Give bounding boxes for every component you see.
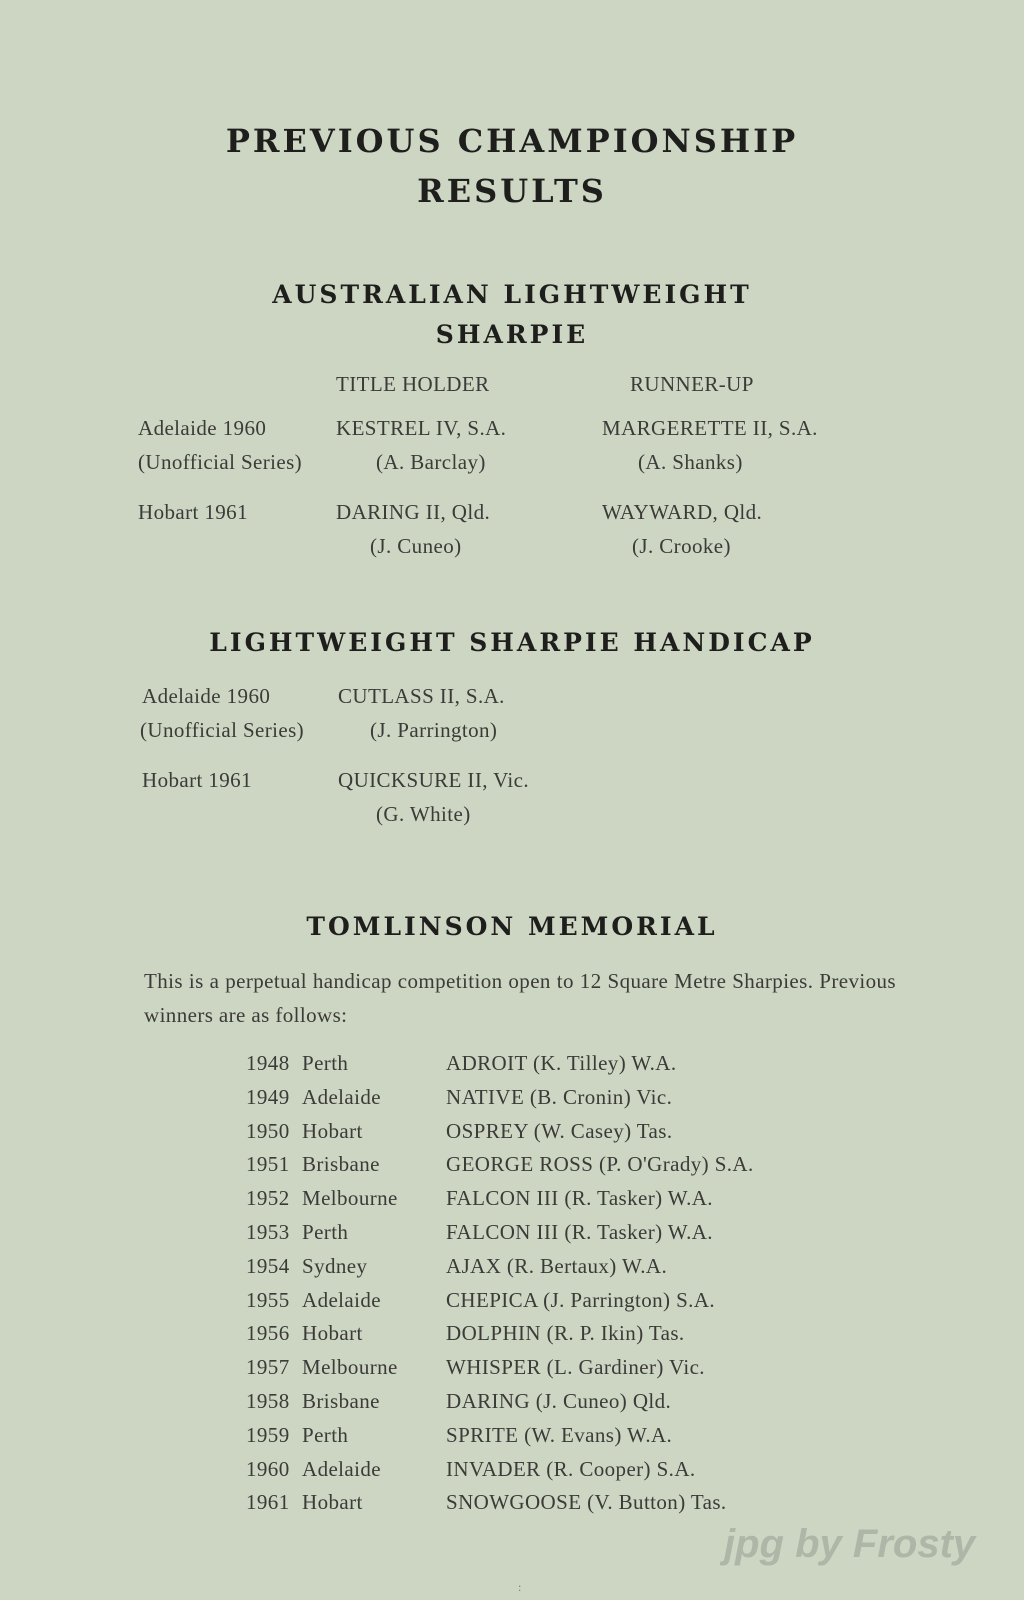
list-item: [246, 1316, 866, 1350]
section1-title-line2: SHARPIE: [435, 320, 589, 349]
list-item: [246, 1080, 866, 1114]
winner-name: FALCON III (R. Tasker) W.A.: [446, 1186, 713, 1211]
winner-place: Brisbane: [302, 1388, 380, 1413]
list-item: [246, 1181, 866, 1215]
winner-name: ADROIT (K. Tilley) W.A.: [446, 1051, 677, 1075]
event-label: Adelaide 1960: [142, 684, 271, 708]
page-title-line2: RESULTS: [417, 172, 607, 210]
winner-year: 1960: [246, 1456, 290, 1481]
title-holder-skipper: (J. Cuneo): [370, 534, 462, 558]
winner-name: CHEPICA (J. Parrington) S.A.: [446, 1287, 716, 1312]
event-label: Hobart 1961: [138, 500, 248, 524]
winner-place: Perth: [302, 1422, 349, 1447]
winner-year: 1953: [246, 1219, 290, 1244]
winner-name: GEORGE ROSS (P. O'Grady) S.A.: [446, 1152, 754, 1177]
column-header-runner-up: RUNNER-UP: [630, 372, 754, 396]
winner-year: 1958: [246, 1388, 290, 1413]
winner-year: 1961: [246, 1490, 290, 1515]
winner-place: Hobart: [302, 1321, 363, 1346]
winner-place: Melbourne: [302, 1186, 398, 1211]
handicap-winner: QUICKSURE II, Vic.: [338, 768, 530, 792]
winner-year: 1959: [246, 1422, 290, 1447]
runner-up-skipper: (A. Shanks): [638, 450, 743, 474]
page-title-line1: PREVIOUS CHAMPIONSHIP: [225, 122, 799, 160]
handicap-winner-skipper: (J. Parrington): [370, 718, 498, 742]
runner-up: WAYWARD, Qld.: [602, 500, 763, 524]
winner-place: Adelaide: [302, 1456, 381, 1481]
winner-place: Adelaide: [302, 1084, 381, 1109]
winner-place: Hobart: [302, 1490, 363, 1515]
event-note: (Unofficial Series): [138, 450, 303, 474]
runner-up: MARGERETTE II, S.A.: [602, 416, 818, 440]
list-item: [246, 1485, 866, 1519]
winner-place: Perth: [302, 1219, 349, 1244]
runner-up-skipper: (J. Crooke): [632, 534, 731, 558]
column-header-title-holder: TITLE HOLDER: [336, 372, 490, 396]
winner-place: Hobart: [302, 1118, 363, 1143]
list-item: [246, 1384, 866, 1418]
footer-mark: :: [518, 1580, 522, 1594]
list-item: [246, 1147, 866, 1181]
winner-place: Sydney: [302, 1253, 368, 1278]
list-item: [246, 1215, 866, 1249]
winner-name: WHISPER (L. Gardiner) Vic.: [446, 1355, 705, 1380]
winner-name: DOLPHIN (R. P. Ikin) Tas.: [446, 1321, 685, 1346]
winner-year: 1952: [246, 1186, 290, 1211]
event-label: Adelaide 1960: [138, 416, 267, 440]
winner-place: Brisbane: [302, 1152, 380, 1177]
winner-place: Perth: [302, 1051, 349, 1075]
list-item: [246, 1283, 866, 1317]
winner-place: Adelaide: [302, 1287, 381, 1312]
list-item: [246, 1452, 866, 1486]
event-note: (Unofficial Series): [140, 718, 305, 742]
list-item: [246, 1114, 866, 1148]
winner-year: 1956: [246, 1321, 290, 1346]
winner-name: NATIVE (B. Cronin) Vic.: [446, 1084, 673, 1109]
winner-year: 1957: [246, 1355, 290, 1380]
event-label: Hobart 1961: [142, 768, 252, 792]
section2-title: LIGHTWEIGHT SHARPIE HANDICAP: [209, 628, 815, 657]
section3-title: TOMLINSON MEMORIAL: [306, 912, 718, 941]
winner-year: 1954: [246, 1253, 290, 1278]
list-item: [246, 1046, 866, 1080]
winner-place: Melbourne: [302, 1355, 398, 1380]
title-holder: KESTREL IV, S.A.: [336, 416, 507, 440]
winner-year: 1955: [246, 1287, 290, 1312]
winner-name: AJAX (R. Bertaux) W.A.: [446, 1253, 668, 1278]
winner-name: SPRITE (W. Evans) W.A.: [446, 1422, 673, 1447]
winners-list: [246, 1046, 866, 1519]
winner-year: 1949: [246, 1084, 290, 1109]
winner-year: 1950: [246, 1118, 290, 1143]
winner-name: DARING (J. Cuneo) Qld.: [446, 1388, 672, 1413]
handicap-winner: CUTLASS II, S.A.: [338, 684, 505, 708]
list-item: [246, 1418, 866, 1452]
watermark: jpg by Frosty: [724, 1522, 976, 1566]
list-item: [246, 1249, 866, 1283]
title-holder-skipper: (A. Barclay): [376, 450, 486, 474]
winner-name: SNOWGOOSE (V. Button) Tas.: [446, 1490, 727, 1515]
winner-name: OSPREY (W. Casey) Tas.: [446, 1118, 673, 1143]
section3-intro: This is a perpetual handicap competition open to 12 Square Metre Sharpies. Previous winners are as follows:: [144, 969, 896, 1027]
winner-name: INVADER (R. Cooper) S.A.: [446, 1456, 696, 1481]
section1-title-line1: AUSTRALIAN LIGHTWEIGHT: [272, 280, 752, 309]
handicap-winner-skipper: (G. White): [376, 802, 471, 826]
list-item: [246, 1350, 866, 1384]
winner-year: 1948: [246, 1051, 290, 1075]
title-holder: DARING II, Qld.: [336, 500, 491, 524]
winner-name: FALCON III (R. Tasker) W.A.: [446, 1219, 713, 1244]
winner-year: 1951: [246, 1152, 290, 1177]
